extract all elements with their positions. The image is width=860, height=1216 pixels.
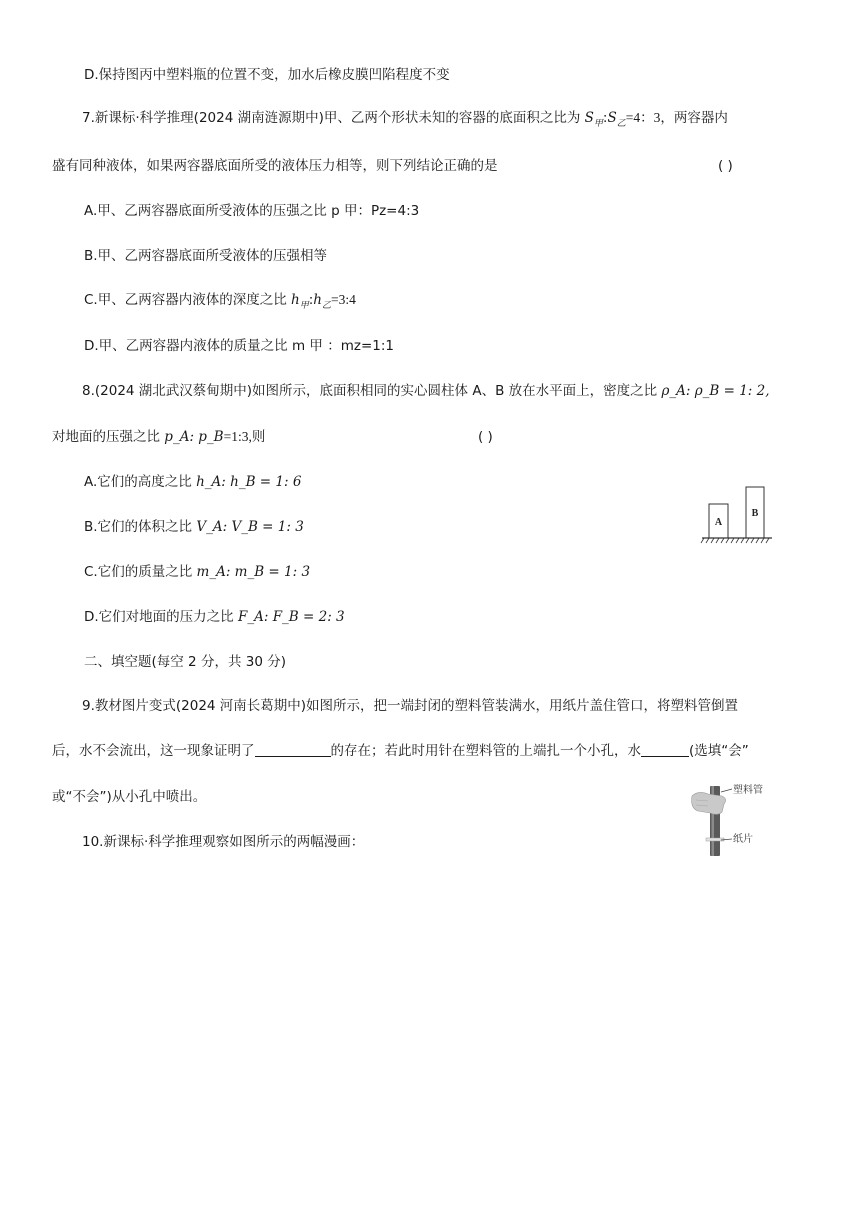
q8-option-c — [84, 562, 310, 582]
ground-hatch — [701, 538, 769, 543]
q8-answer-paren: ( ) — [478, 429, 493, 445]
q9-blank-1[interactable] — [255, 742, 331, 757]
q8-option-a-text: A.它们的高度之比 — [84, 474, 197, 490]
q7-option-b: B.甲、乙两容器底面所受液体的压强相等 — [84, 248, 328, 264]
q8-option-c-text: C.它们的质量之比 — [84, 564, 197, 580]
q7-option-d: D.甲、乙两容器内液体的质量之比 m 甲 ：mz=1:1 — [84, 338, 394, 354]
q6-option-d: D.保持图丙中塑料瓶的位置不变，加水后橡皮膜凹陷程度不变 — [84, 67, 450, 83]
q7-h-symbol-1: h — [291, 292, 300, 308]
paper-card-icon — [706, 838, 724, 841]
q9-stem-line1: 9.教材图片变式(2024 河南长葛期中)如图所示，把一端封闭的塑料管装满水，用纸片盖住管口，将塑料管倒置 — [82, 698, 739, 714]
q7-stem-text: 7.新课标·科学推理(2024 湖南涟源期中)甲、乙两个形状未知的容器的底面积之比为 — [82, 110, 585, 126]
section-2-title: 二、填空题(每空 2 分，共 30 分) — [84, 654, 286, 670]
q8-option-d-math: F_A: F_B = 2: 3 — [237, 609, 345, 625]
q7-s-symbol-1: S — [584, 110, 594, 126]
q7-option-a: A.甲、乙两容器底面所受液体的压强之比 p 甲：Pz=4:3 — [84, 203, 420, 219]
q7-option-c-text: C.甲、乙两容器内液体的深度之比 — [84, 292, 292, 308]
q8-option-b — [84, 517, 304, 537]
q7-h-symbol-2: h — [313, 292, 322, 308]
q9-stem-line2 — [52, 741, 749, 761]
q8-density-ratio: ρ_A: ρ_B = 1: 2, — [661, 383, 770, 399]
hand-icon — [692, 792, 726, 814]
q7-stem-line1 — [82, 108, 728, 130]
q7-jia-subscript-c: 甲 — [299, 301, 309, 311]
q9-stem-text-2: 的存在；若此时用针在塑料管的上端扎一个小孔，水 — [330, 743, 641, 759]
q8-option-d — [84, 607, 345, 627]
q7-colon-c: : — [308, 292, 314, 308]
q8-option-a — [84, 472, 301, 492]
q7-answer-paren: ( ) — [718, 158, 733, 174]
q8-pressure-ratio: p_A: p_B — [164, 429, 224, 445]
q7-yi-subscript-c: 乙 — [322, 301, 332, 311]
q7-colon: : — [602, 110, 608, 126]
q8-option-d-text: D.它们对地面的压力之比 — [84, 609, 238, 625]
q9-stem-text-1: 后，水不会流出，这一现象证明了 — [52, 743, 255, 759]
q7-s-symbol-2: S — [607, 110, 617, 126]
q9-blank-2[interactable] — [641, 742, 689, 757]
q8-option-c-math: m_A: m_B = 1: 3 — [196, 564, 311, 580]
q7-stem-line2: 盛有同种液体，如果两容器底面所受的液体压力相等，则下列结论正确的是 — [52, 158, 498, 174]
cylinder-a-label: A — [714, 517, 723, 528]
q9-stem-line3: 或“不会”)从小孔中喷出。 — [52, 789, 207, 805]
q8-stem-text-2: 对地面的压强之比 — [52, 429, 165, 445]
q8-stem-text: 8.(2024 湖北武汉蔡甸期中)如图所示，底面积相同的实心圆柱体 A、B 放在水平面上，密度之比 — [82, 383, 662, 399]
q9-stem-text-3: (选填“会” — [689, 743, 749, 759]
paper-label: 纸片 — [733, 834, 753, 845]
q8-option-b-math: V_A: V_B = 1: 3 — [196, 519, 304, 535]
q7-area-ratio: =4：3，两容器内 — [625, 110, 728, 125]
q7-depth-ratio: =3:4 — [331, 292, 356, 307]
q8-cylinders-figure — [700, 482, 775, 548]
tube-label: 塑料管 — [733, 785, 763, 796]
q8-pressure-value: =1:3,则 — [223, 429, 266, 444]
q8-option-a-math: h_A: h_B = 1: 6 — [196, 474, 302, 490]
q10-stem: 10.新课标·科学推理观察如图所示的两幅漫画： — [82, 834, 365, 850]
q7-option-c — [84, 290, 356, 312]
q7-yi-subscript: 乙 — [616, 119, 626, 129]
q8-stem-line2 — [52, 427, 265, 447]
q7-jia-subscript: 甲 — [593, 119, 603, 129]
q9-tube-figure — [684, 782, 784, 858]
q8-stem-line1 — [82, 381, 770, 401]
cylinder-b-label: B — [751, 508, 759, 519]
q8-option-b-text: B.它们的体积之比 — [84, 519, 197, 535]
